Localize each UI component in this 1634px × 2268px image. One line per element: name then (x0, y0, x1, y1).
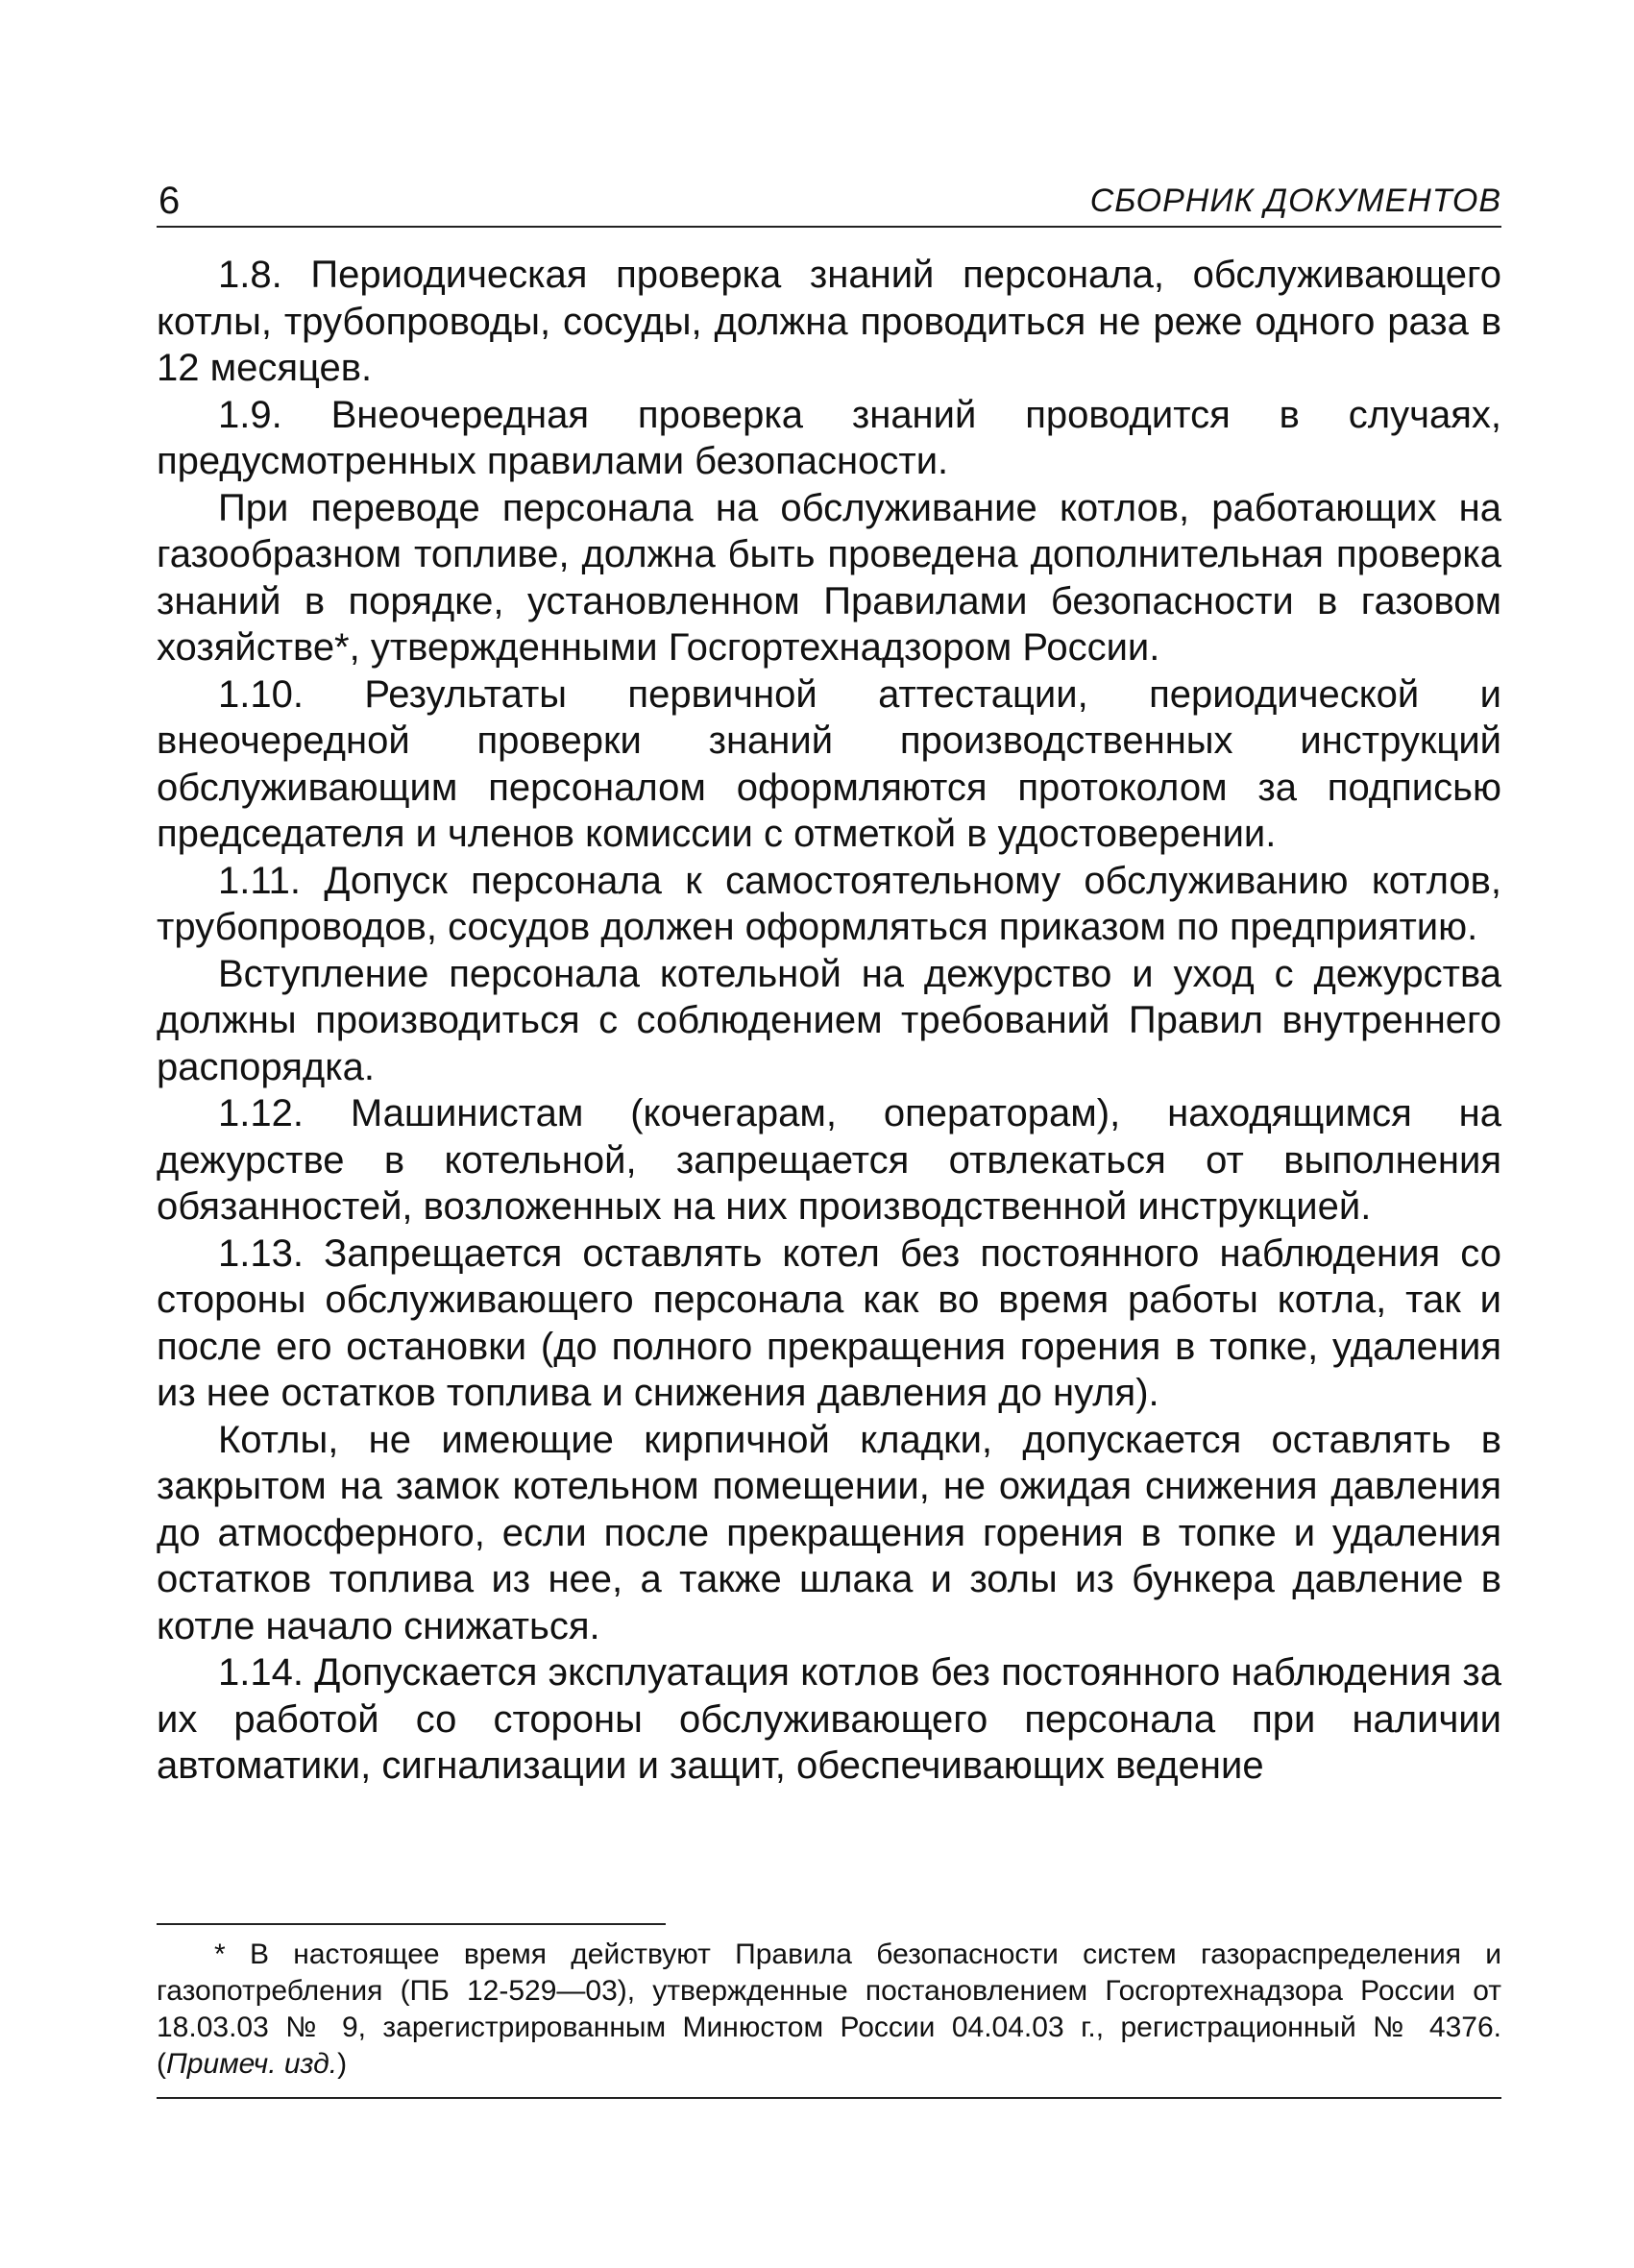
paragraph-boilers-without-brickwork: Котлы, не имеющие кирпичной кладки, допускается оставлять в закрытом на замок котельном помещении, не ожидая снижения давления до атмосферного, если после прекращения горения в топке и удаления остатков топлива из нее, а также шлака и золы из бункера давление в котле начало снижаться. (157, 1418, 1501, 1647)
paragraph-1-10: 1.10. Результаты первичной аттестации, периодической и внеочередной проверки знаний производственных инструкций обслуживающим персоналом оформляются протоколом за подписью председателя и членов комиссии с отметкой в удостоверении. (157, 672, 1501, 855)
page-header (157, 179, 1501, 223)
body-text (157, 252, 1501, 1790)
paragraph-gas-fuel-check: При переводе персонала на обслуживание котлов, работающих на газообразном топливе, должна быть проведена дополнительная проверка знаний в порядке, установленном Правилами безопасности в газовом хозяйстве*, утвержденными Госгортехнадзором России. (157, 486, 1501, 669)
paragraph-1-12: 1.12. Машинистам (кочегарам, операторам), находящимся на дежурстве в котельной, запрещается отвлекаться от выполнения обязанностей, возложенных на них производственной инструкцией. (157, 1092, 1501, 1228)
page-bottom-divider (157, 2097, 1501, 2099)
footnote-divider (157, 1923, 666, 1925)
footnote-text: * В настоящее время действуют Правила безопасности систем газораспределения и газопотребления (ПБ 12-529—03), утвержденные постановлением Госгортехнадзора России от 18.03.03 № 9, зарегистрированным Минюстом России 04.04.03 г., регистрационный № 4376. ( (157, 1939, 1501, 2080)
publisher-note-tag: Примеч. изд. (166, 2048, 338, 2080)
paragraph-1-8: 1.8. Периодическая проверка знаний персонала, обслуживающего котлы, трубопроводы, сосуды, должна проводиться не реже одного раза в 12 месяцев. (157, 254, 1501, 389)
footnote (157, 1937, 1501, 2083)
paragraph-duty-shift: Вступление персонала котельной на дежурство и уход с дежурства должны производиться с соблюдением требований Правил внутреннего распорядка. (157, 952, 1501, 1088)
page-number: 6 (159, 180, 181, 222)
paragraph-1-13: 1.13. Запрещается оставлять котел без постоянного наблюдения со стороны обслуживающего персонала как во время работы котла, так и после его остановки (до полного прекращения горения в топке, удаления из нее остатков топлива и снижения давления до нуля). (157, 1232, 1501, 1414)
header-divider (157, 226, 1501, 228)
footnote-closing: ) (337, 2048, 348, 2080)
running-title: СБОРНИК ДОКУМЕНТОВ (1089, 183, 1501, 219)
paragraph-1-9: 1.9. Внеочередная проверка знаний проводится в случаях, предусмотренных правилами безопасности. (157, 393, 1501, 482)
paragraph-1-14: 1.14. Допускается эксплуатация котлов без постоянного наблюдения за их работой со стороны обслуживающего персонала при наличии автоматики, сигнализации и защит, обеспечивающих ведение (157, 1651, 1501, 1787)
paragraph-1-11: 1.11. Допуск персонала к самостоятельному обслуживанию котлов, трубопроводов, сосудов должен оформляться приказом по предприятию. (157, 859, 1501, 948)
